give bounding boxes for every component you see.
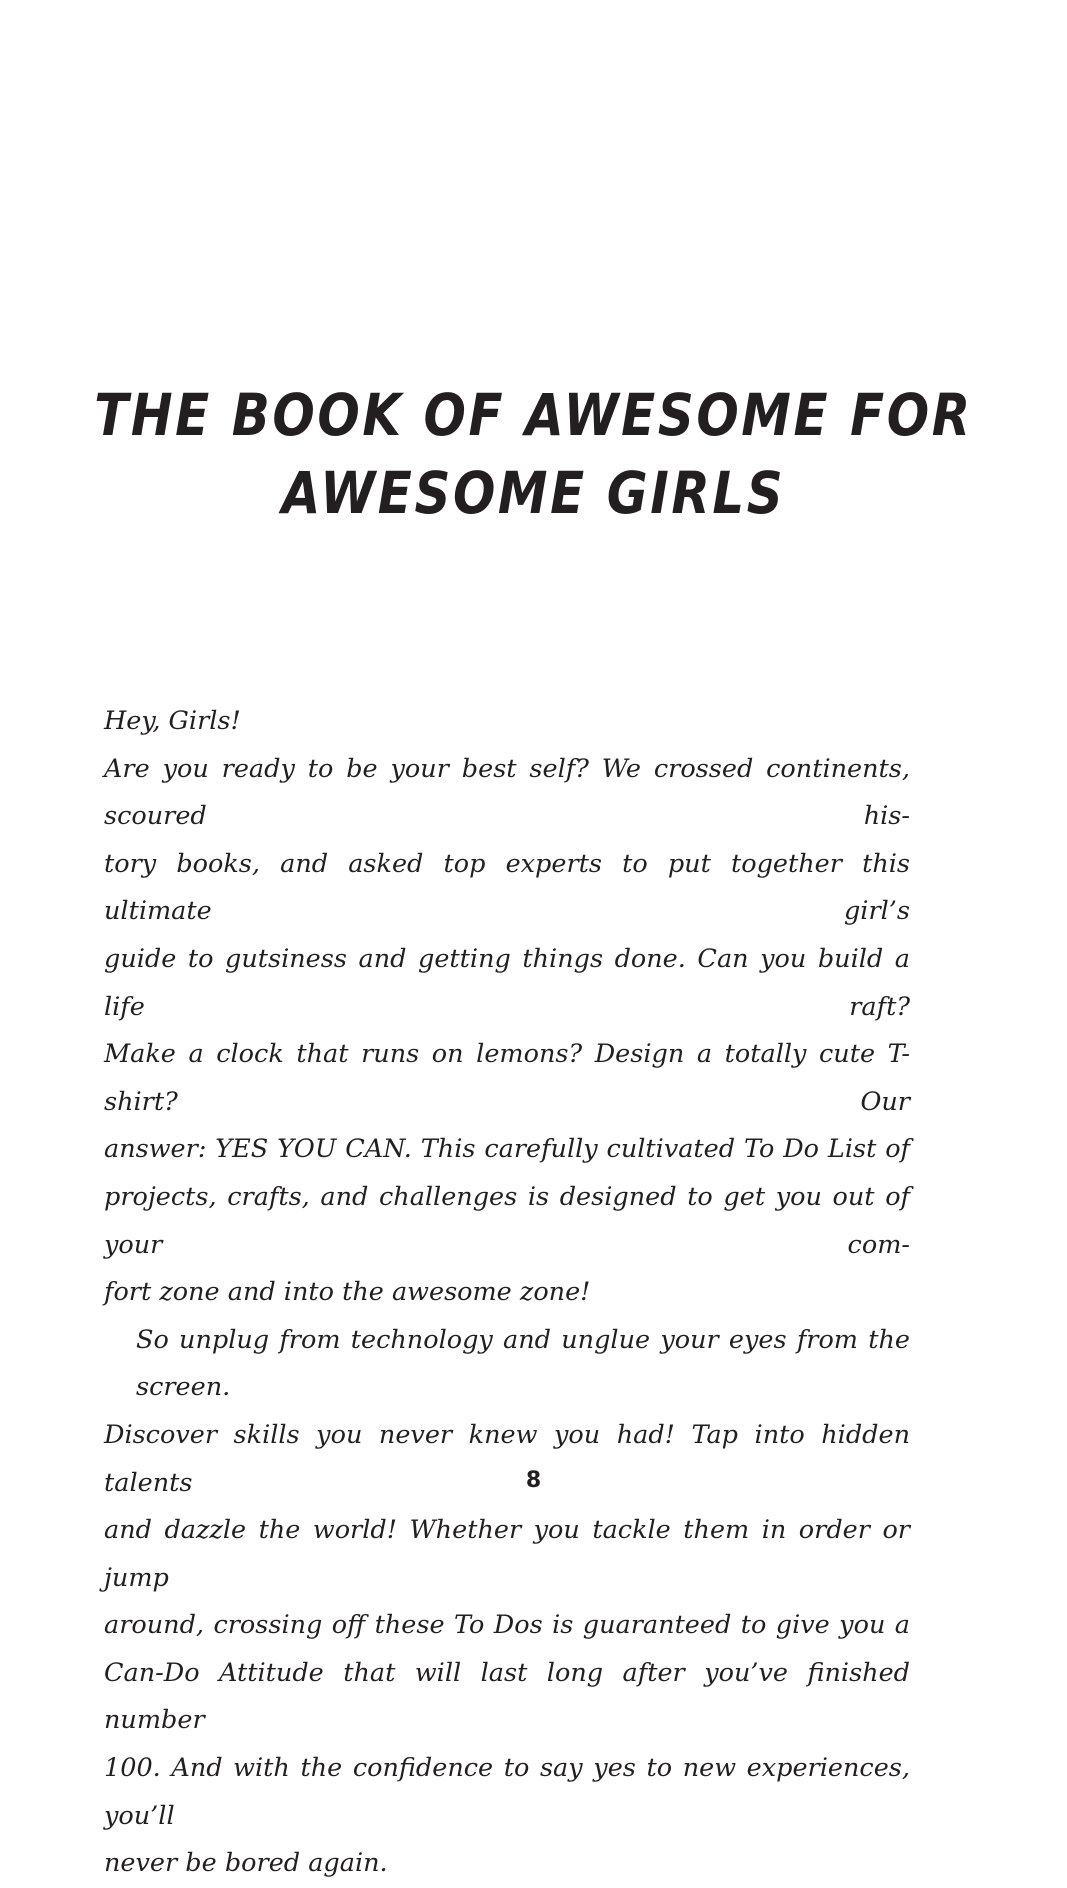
paragraph-line: tory books, and asked top experts to put together this ultimate girl’s — [104, 848, 910, 927]
paragraph-line: So unplug from technology and unglue your eyes from the screen. — [136, 1324, 910, 1403]
paragraph-line: and dazzle the world! Whether you tackle them in order or jump — [104, 1515, 910, 1593]
paragraph-line: Can-Do Attitude that will last long after you’ve finished number — [104, 1657, 910, 1736]
paragraph-line: around, crossing off these To Dos is guaranteed to give you a — [104, 1610, 910, 1641]
paragraph-line: 100. And with the confidence to say yes to new experiences, you’ll — [104, 1753, 910, 1831]
paragraph-2 — [104, 1317, 910, 1888]
chapter-title — [75, 376, 993, 532]
paragraph-line: guide to gutsiness and getting things done. Can you build a life raft? — [104, 943, 910, 1022]
paragraph-line: never be bored again. — [104, 1848, 388, 1879]
chapter-title-line-1: THE BOOK OF AWESOME FOR — [94, 380, 973, 449]
paragraph-line: Discover skills you never knew you had! Tap into hidden talents — [104, 1419, 910, 1498]
paragraph-line: projects, crafts, and challenges is designed to get you out of your com- — [104, 1181, 910, 1260]
paragraph-line: Make a clock that runs on lemons? Design a totally cute T-shirt? Our — [104, 1039, 910, 1117]
greeting: Hey, Girls! — [104, 706, 241, 736]
paragraph-line: answer: YES YOU CAN. This carefully cultivated To Do List of — [104, 1134, 910, 1165]
paragraph-line: fort zone and into the awesome zone! — [104, 1277, 591, 1308]
chapter-title-line-2: AWESOME GIRLS — [281, 458, 786, 527]
paragraph-1 — [104, 746, 910, 1317]
paragraph-line: Are you ready to be your best self? We crossed continents, scoured his- — [104, 753, 910, 832]
page-number: 8 — [525, 1468, 542, 1493]
body-text — [104, 698, 910, 1888]
